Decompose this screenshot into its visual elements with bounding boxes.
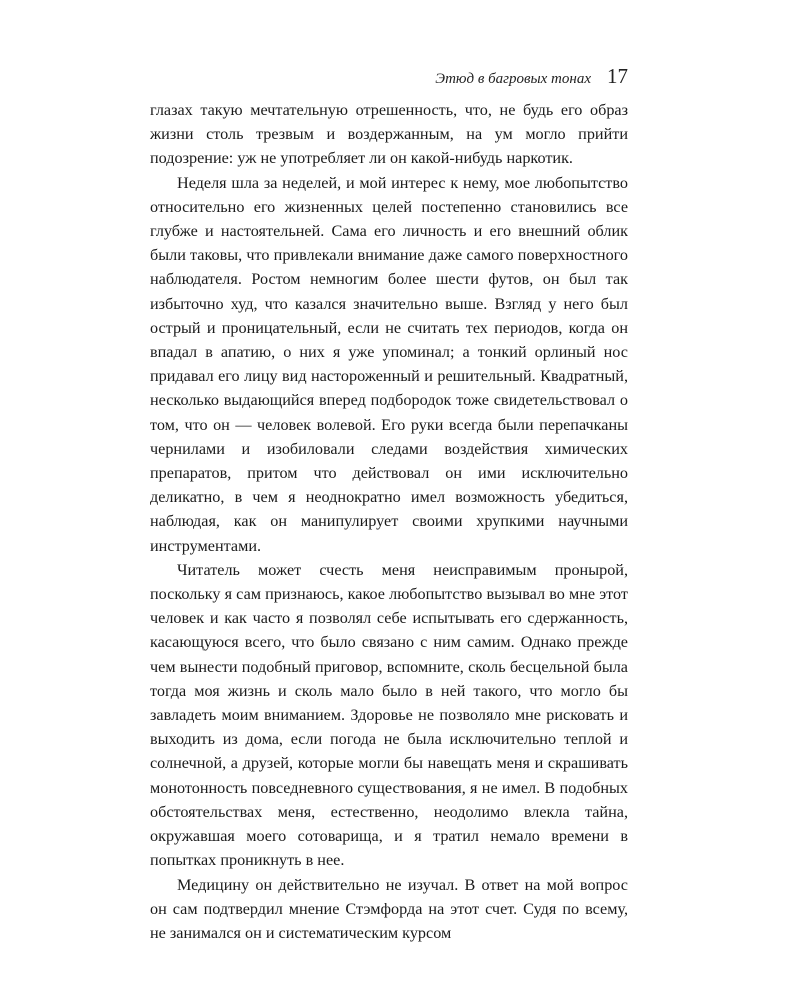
paragraph-continuation: глазах такую мечтательную отрешенность, что, не будь его образ жизни столь трезвым и воздержанным, на ум могло прийти подозрение: уж не употребляет ли он какой-нибудь наркотик. bbox=[150, 101, 628, 168]
running-head bbox=[150, 64, 628, 94]
paragraph: Читатель может счесть меня неисправимым пронырой, поскольку я сам признаюсь, какое любопытство вызывал во мне этот человек и как часто я позволял себе испытывать его сдержанность, касающуюся всего, что было связано с ним самим. Однако прежде чем вынести подобный приговор, вспомните, сколь бесцельной была тогда моя жизнь и сколь мало было в ней такого, что могло бы завладеть моим вниманием. Здоровье не позволяло мне рисковать и выходить из дома, если погода не была исключительно теплой и солнечной, а друзей, которые могли бы навещать меня и скрашивать монотонность повседневного существования, я не имел. В подобных обстоятельствах меня, естественно, неодолимо влекла тайна, окружавшая моего сотоварища, и я тратил немало времени в попытках проникнуть в нее. bbox=[150, 560, 628, 870]
paragraph: Неделя шла за неделей, и мой интерес к нему, мое любопытство относительно его жизненных целей постепенно становились все глубже и настоятельней. Сама его личность и его внешний облик были таковы, что привлекали внимание даже самого поверхностного наблюдателя. Ростом немногим более шести футов, он был так избыточно худ, что казался значительно выше. Взгляд у него был острый и проницательный, если не считать тех периодов, когда он впадал в апатию, о них я уже упоминал; а тонкий орлиный нос придавал его лицу вид настороженный и решительный. Квадратный, несколько выдающийся вперед подбородок тоже свидетельствовал о том, что он — человек волевой. Его руки всегда были перепачканы чернилами и изобиловали следами воздействия химических препаратов, притом что действовал он ими исключительно деликатно, в чем я неоднократно имел возможность убедиться, наблюдая, как он манипулирует своими хрупкими научными инструментами. bbox=[150, 173, 628, 555]
running-title: Этюд в багровых тонах bbox=[435, 71, 591, 87]
paragraph: Медицину он действительно не изучал. В ответ на мой вопрос он сам подтвердил мнение Стэмфорда на этот счет. Судя по всему, не занимался он и систематическим курсом bbox=[150, 875, 628, 942]
page-number: 17 bbox=[607, 64, 628, 88]
body-text bbox=[150, 98, 628, 945]
